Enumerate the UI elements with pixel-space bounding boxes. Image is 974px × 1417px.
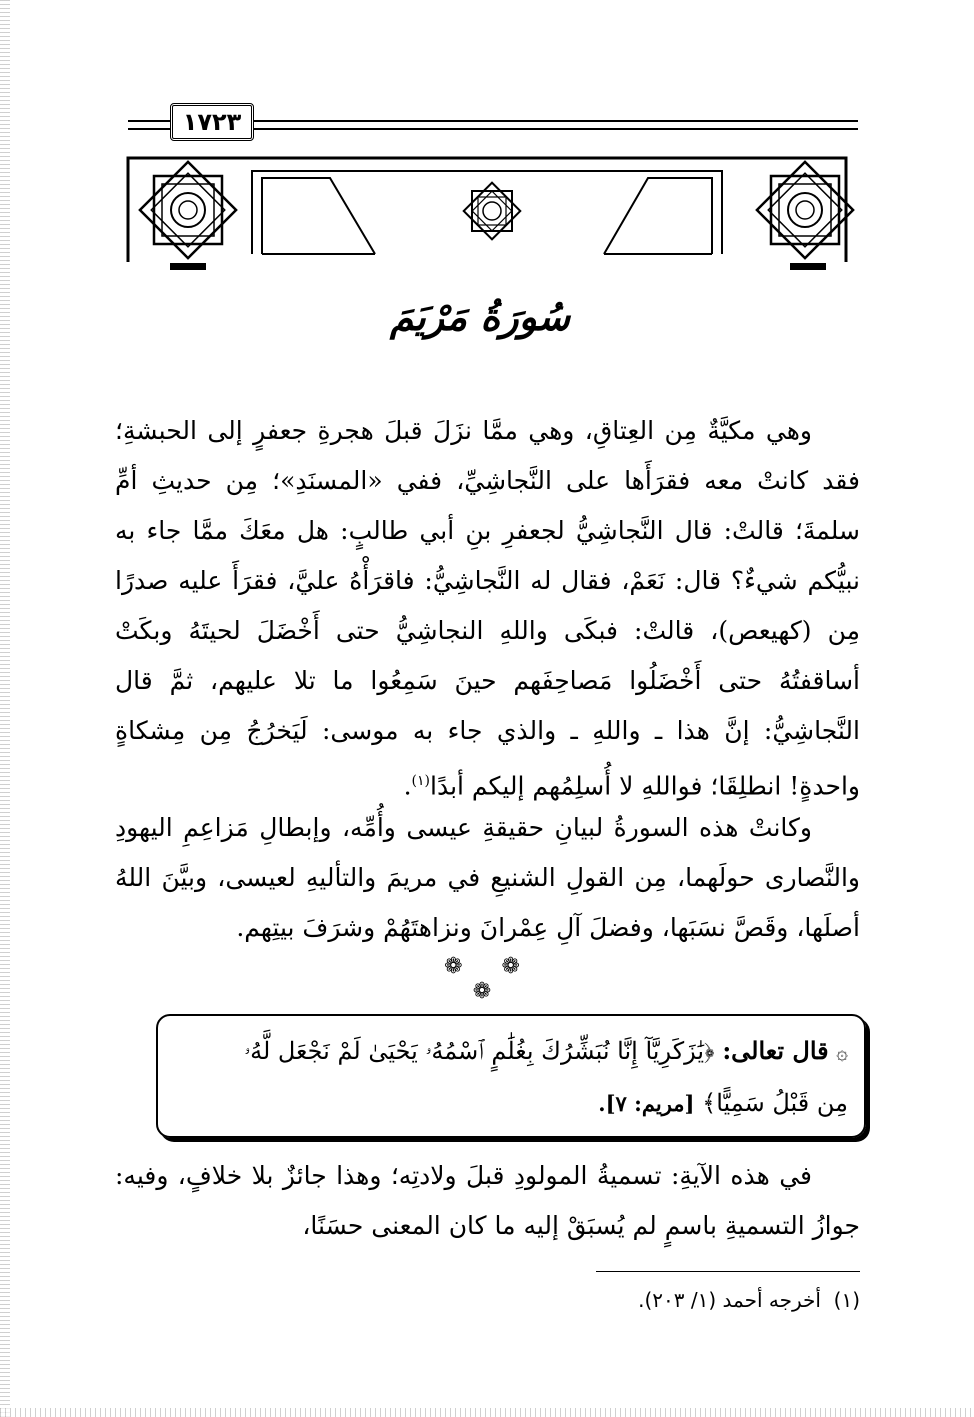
frame-inner xyxy=(252,171,722,254)
verse-text-2: مِن قَبْلُ سَمِيًّا﴾ xyxy=(702,1089,848,1117)
star-rosette-right xyxy=(757,162,853,258)
star-rosette-center xyxy=(464,183,521,240)
commentary-paragraph: في هذه الآيةِ: تسميةُ المولودِ قبلَ ولادتِه؛ وهذا جائزٌ بلا خلافٍ، وفيه: جوازُ التسميةِ باسمٍ لم يُسبَقْ إليه ما كان المعنى حسَنًا، xyxy=(115,1161,860,1240)
verse-lead: قال تعالى: xyxy=(722,1036,829,1065)
frame-inner-left xyxy=(262,178,375,254)
footnote-text: أخرجه أحمد (١/ ٢٠٣). xyxy=(638,1288,821,1312)
scan-edge-bottom xyxy=(0,1408,974,1417)
section-separator: ❁ ❁ ❁ xyxy=(444,954,536,1004)
footnote-ref: (١) xyxy=(411,773,430,789)
footnote-rule xyxy=(596,1271,860,1272)
purpose-paragraph: وكانتْ هذه السورةُ لبيانِ حقيقةِ عيسى وأُمِّه، وإبطالِ مَزاعِمِ اليهودِ والنَّصارى حولَهما، مِن القولِ الشنيعِ في مريمَ والتأليهِ لعيسى، وبيَّنَ اللهُ أصلَها، وقَصَّ نسَبَها، وفضلَ آلِ عِمْرانَ ونزاهتَهُمْ وشرَفَ بيتِهم. xyxy=(115,813,860,942)
intro-paragraph-text: وهي مكيَّةٌ مِن العِتاقِ، وهي ممَّا نزَلَ قبلَ هجرةِ جعفرٍ إلى الحبشةِ؛ فقد كانتْ معه فقرَأَها على النَّجاشِيِّ، ففي «المسنَدِ»؛ مِن حديثِ أمِّ سلمةَ؛ قالتْ: قال النَّجاشِيُّ لجعفرِ بنِ أبي طالبٍ: هل معَكَ ممَّا جاء به نبيُّكم شيءٌ؟ قال: نَعَمْ، فقال له النَّجاشِيُّ: فاقرَأْهُ عليَّ، فقرَأَ عليه صدرًا مِن (كهيعص)، قالتْ: فبكَى واللهِ النجاشِيُّ حتى أَخْضَلَ لحيتَهُ وبكَتْ أساقفتُهُ حتى أَخْضَلُوا مَصاحِفَهم حينَ سَمِعُوا ما تلا عليهم، ثمَّ قال النَّجاشِيُّ: إنَّ هذا ـ واللهِ ـ والذي جاء به موسى: لَيَخرُجُ مِن مِشكاةٍ واحدةٍ! انطلِقَا؛ فواللهِ لا أُسلِمُهم إليكم أبدًا xyxy=(115,416,860,801)
bar-right xyxy=(790,263,826,270)
verse-marker-icon: ۞ xyxy=(836,1040,848,1064)
star-rosette-left xyxy=(140,162,236,258)
verse-box xyxy=(156,1014,866,1138)
intro-paragraph-end: . xyxy=(403,771,412,801)
verse-line-2 xyxy=(168,1080,848,1127)
frame-inner-right xyxy=(604,178,712,254)
bar-left xyxy=(170,263,206,270)
page-number: ١٧٢٣ xyxy=(170,103,254,141)
surah-header-ornament xyxy=(0,0,974,290)
verse-text-1: ﴿يَٰزَكَرِيَّآ إِنَّا نُبَشِّرُكَ بِغُلَٰمٍ ٱسْمُهُۥ يَحْيَىٰ لَمْ نَجْعَل لَّهُۥ xyxy=(244,1037,715,1065)
intro-paragraph xyxy=(115,406,860,811)
footnote xyxy=(560,1284,860,1316)
footnote-marker: (١) xyxy=(833,1288,860,1312)
verse-reference: [مريم: ٧]. xyxy=(598,1091,695,1116)
surah-title: سُورَةُ مَرْيَمَ xyxy=(389,294,571,339)
verse-line-1 xyxy=(168,1028,848,1075)
